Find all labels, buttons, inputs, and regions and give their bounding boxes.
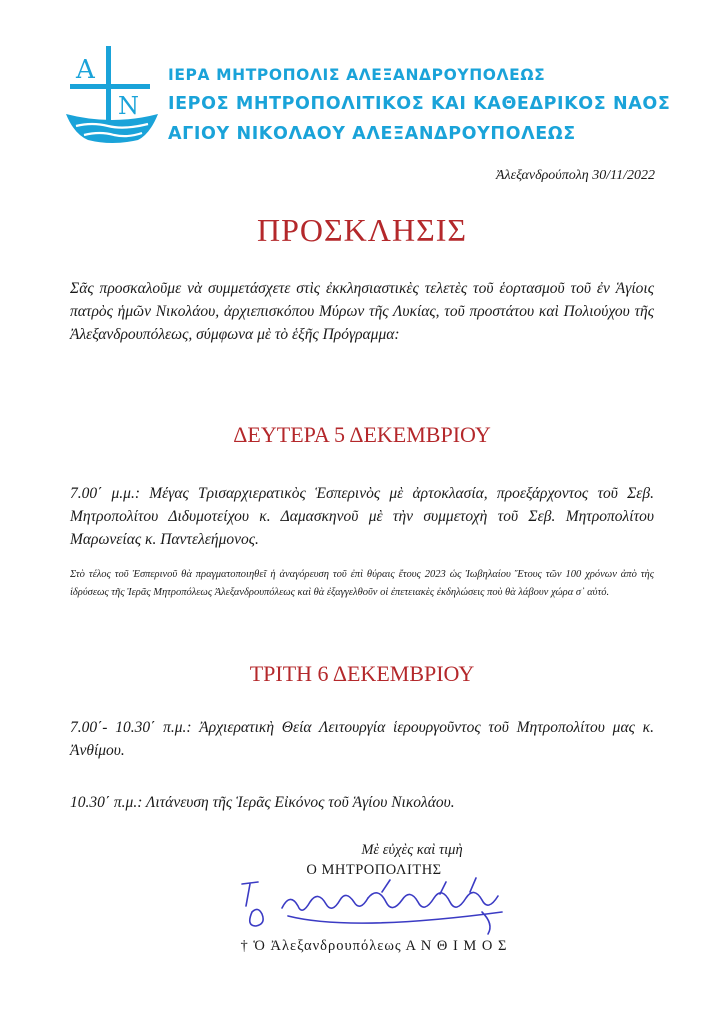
- signatory: † Ὁ Ἀλεξανδρουπόλεως Α Ν Θ Ι Μ Ο Σ: [240, 938, 508, 954]
- header-metropolis: ΙΕΡΑ ΜΗΤΡΟΠΟΛΙΣ ΑΛΕΞΑΝΔΡΟΥΠΟΛΕΩΣ: [168, 66, 546, 84]
- header-cathedral: ΙΕΡΟΣ ΜΗΤΡΟΠΟΛΙΤΙΚΟΣ ΚΑΙ ΚΑΘΕΔΡΙΚΟΣ ΝΑΟΣ: [168, 94, 671, 114]
- document-date: Ἀλεξανδρούπολη 30/11/2022: [495, 168, 655, 183]
- ship-cross-logo-icon: [62, 42, 162, 150]
- intro-paragraph: Σᾶς προσκαλοῦμε νὰ συμμετάσχετε στὶς ἐκκλησιαστικὲς τελετὲς τοῦ ἑορτασμοῦ τοῦ ἐν Ἁγίοις πατρὸς ἡμῶν Νικολάου, ἀρχιεπισκόπου Μύρων τῆς Λυκίας, τοῦ προστάτου καὶ Πολιούχου τῆς Ἀλεξανδρουπόλεως, σύμφωνα μὲ τὸ ἑξῆς Πρόγραμμα:: [70, 280, 654, 343]
- day2-event-procession: 10.30΄ π.μ.: Λιτάνευση τῆς Ἱερᾶς Εἰκόνος τοῦ Ἁγίου Νικολάου.: [70, 794, 455, 811]
- page-title: ΠΡΟΣΚΛΗΣΙΣ: [257, 212, 467, 248]
- day2-heading: ΤΡΙΤΗ 6 ΔΕΚΕΜΒΡΙΟΥ: [249, 661, 475, 686]
- logo-letter-nu: Ν: [118, 92, 139, 120]
- day1-heading: ΔΕΥΤΕΡΑ 5 ΔΕΚΕΜΒΡΙΟΥ: [233, 422, 491, 447]
- logo-letter-alpha: Α: [76, 55, 95, 85]
- handwritten-signature: [232, 872, 522, 942]
- closing-wishes: Μὲ εὐχὲς καὶ τιμὴ: [361, 842, 463, 858]
- day1-event: 7.00΄ μ.μ.: Μέγας Τρισαρχιερατικὸς Ἑσπερινὸς μὲ ἀρτοκλασία, προεξάρχοντος τοῦ Σεβ. Μητροπολίτου Διδυμοτείχου κ. Δαμασκηνοῦ μὲ τὴν συμμετοχὴ τοῦ Σεβ. Μητροπολίτου Μαρωνείας κ. Παντελεήμονος.: [70, 485, 654, 548]
- closing-role: Ο ΜΗΤΡΟΠΟΛΙΤΗΣ: [306, 862, 442, 878]
- header-saint: ΑΓΙΟΥ ΝΙΚΟΛΑΟΥ ΑΛΕΞΑΝΔΡΟΥΠΟΛΕΩΣ: [168, 124, 576, 144]
- day1-note: Στὸ τέλος τοῦ Ἑσπερινοῦ θὰ πραγματοποιηθεῖ ἡ ἀναγόρευση τοῦ ἐπὶ θύραις ἔτους 2023 ὡς Ἰωβηλαίου Ἔτους τῶν 100 χρόνων ἀπὸ τὴς ἱδρύσεως τῆς Ἱερᾶς Μητροπόλεως Ἀλεξανδρουπόλεως καὶ θὰ ἐξαγγελθοῦν οἱ ἐπετειακὲς ἐκδηλώσεις ποὺ θὰ λάβουν χώρα σ᾽ αὐτό.: [70, 569, 654, 598]
- day2-event-liturgy: 7.00΄- 10.30΄ π.μ.: Ἀρχιερατικὴ Θεία Λειτουργία ἱερουργοῦντος τοῦ Μητροπολίτου μας κ. Ἀνθίμου.: [70, 719, 654, 759]
